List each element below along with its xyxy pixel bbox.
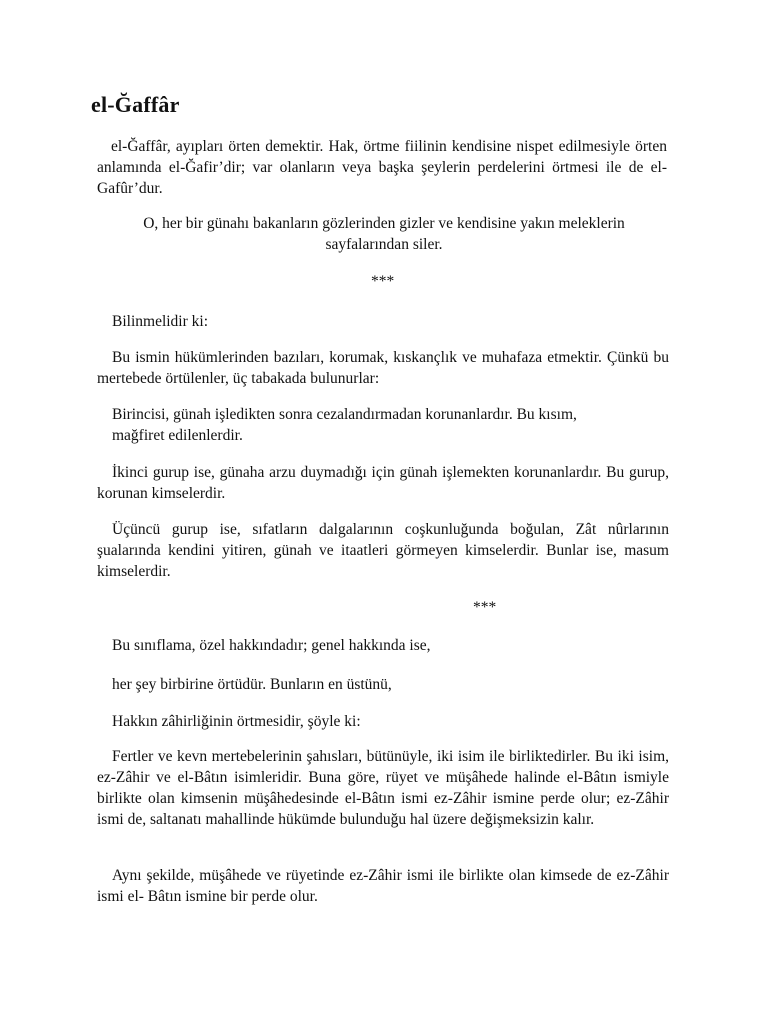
paragraph-second-group: İkinci gurup ise, günaha arzu duymadığı için günah işlemekten korunanlardır. Bu gurup, korunan kimselerdir.	[97, 464, 669, 502]
paragraph-manifestation: Hakkın zâhirliğinin örtmesidir, şöyle ki:	[112, 713, 361, 730]
paragraph-zahir-veil: Aynı şekilde, müşâhede ve rüyetinde ez-Zâhir ismi ile birlikte olan kimsede de ez-Zâhir ismi el- Bâtın ismine bir perde olur.	[97, 867, 669, 905]
paragraph-intro: Bilinmelidir ki:	[112, 313, 209, 330]
paragraph-hiding: O, her bir günahı bakanların gözlerinden gizler ve kendisine yakın meleklerin sayfalarından siler.	[143, 215, 625, 253]
paragraph-first-group: Birincisi, günah işledikten sonra cezalandırmadan korunanlardır. Bu kısım, mağfiret edilenlerdir.	[112, 406, 577, 444]
paragraph-definition: el-Ğaffâr, ayıpları örten demektir. Hak, örtme fiilinin kendisine nispet edilmesiyle örten anlamında el-Ğafir’dir; var olanların veya başka şeylerin perdelerini örtmesi ile de el-Gafûr’dur.	[97, 138, 667, 197]
separator-stars: ***	[371, 273, 395, 290]
paragraph-third-group: Üçüncü gurup ise, sıfatların dalgalarının coşkunluğunda boğulan, Zât nûrlarının şualarında kendini yitiren, günah ve itaatleri görmeyen kimselerdir. Bunlar ise, masum kimselerdir.	[97, 521, 669, 580]
page-title: el-Ğaffâr	[91, 92, 180, 117]
paragraph-veil: her şey birbirine örtüdür. Bunların en üstünü,	[112, 676, 392, 693]
paragraph-rulings: Bu ismin hükümlerinden bazıları, korumak, kıskançlık ve muhafaza etmektir. Çünkü bu mertebede örtülenler, üç tabakada bulunurlar:	[97, 349, 669, 387]
paragraph-two-names: Fertler ve kevn mertebelerinin şahısları, bütünüyle, iki isim ile birliktedirler. Bu iki isim, ez-Zâhir ve el-Bâtın isimleridir. Buna göre, rüyet ve müşâhede halinde el-Bâtın ismiyle birlikte olan kimsenin müşâhedesinde el-Bâtın ismi ez-Zâhir ismine perde olur; ez-Zâhir ismi de, saltanatı mahallinde hükümde bulunduğu hal üzere değişmeksizin kalır.	[97, 748, 669, 828]
paragraph-classification: Bu sınıflama, özel hakkındadır; genel hakkında ise,	[112, 637, 431, 654]
separator-stars: ***	[473, 599, 497, 616]
